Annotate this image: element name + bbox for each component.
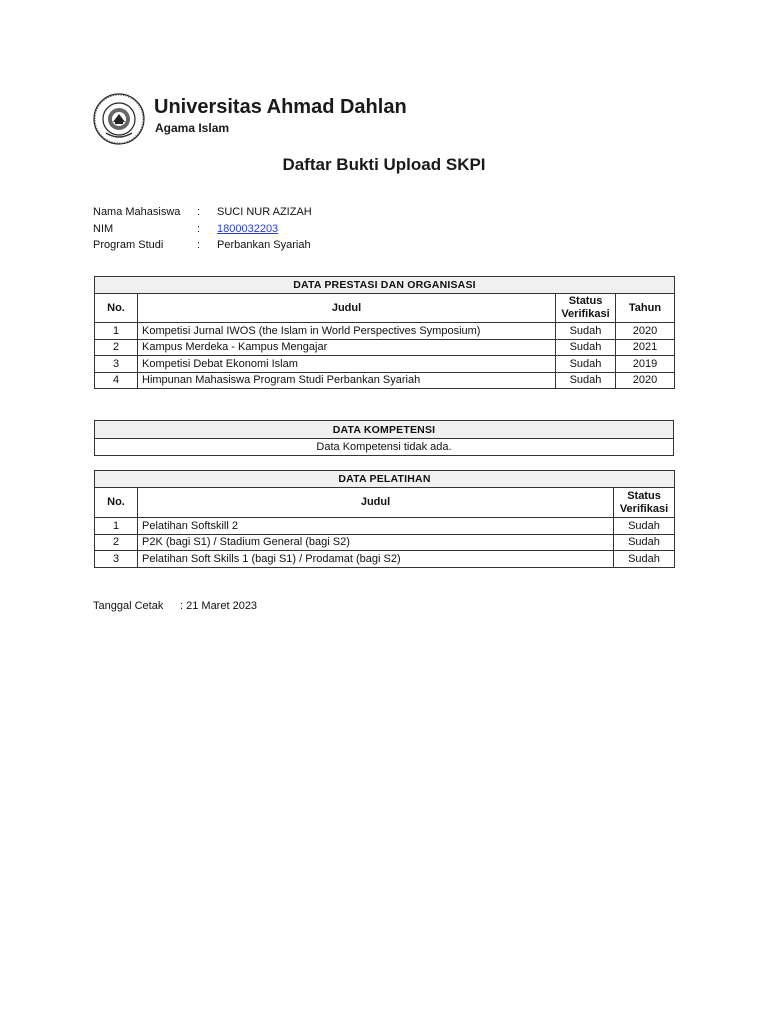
faculty-name: Agama Islam <box>155 121 230 135</box>
pelatihan-title: DATA PELATIHAN <box>95 471 675 488</box>
prestasi-table <box>94 276 675 389</box>
row-status: Sudah <box>556 323 616 340</box>
prestasi-section-header <box>95 277 675 294</box>
row-no: 3 <box>95 551 138 568</box>
student-nim-link[interactable]: 1800032203 <box>217 222 279 235</box>
kompetensi-section-header <box>95 421 674 439</box>
study-program-value: Perbankan Syariah <box>217 239 311 252</box>
print-date-value: : 21 Maret 2023 <box>180 600 258 612</box>
separator: : <box>197 239 201 252</box>
kompetensi-empty-row <box>95 439 674 456</box>
prestasi-column-headers <box>95 294 675 323</box>
col-judul: Judul <box>138 294 556 323</box>
row-no: 1 <box>95 323 138 340</box>
row-tahun: 2019 <box>616 356 675 373</box>
kompetensi-title: DATA KOMPETENSI <box>95 421 674 439</box>
student-name-value: SUCI NUR AZIZAH <box>217 206 312 219</box>
row-no: 3 <box>95 356 138 373</box>
row-judul: Kompetisi Jurnal IWOS (the Islam in World Perspectives Symposium) <box>138 323 556 340</box>
row-tahun: 2020 <box>616 323 675 340</box>
table-row <box>95 372 675 389</box>
student-nim-label: NIM <box>93 222 114 235</box>
document-title: Daftar Bukti Upload SKPI <box>282 155 486 174</box>
separator: : <box>197 206 201 219</box>
student-name-label: Nama Mahasiswa <box>93 206 181 219</box>
university-name: Universitas Ahmad Dahlan <box>154 96 407 118</box>
row-judul: Pelatihan Softskill 2 <box>138 518 614 535</box>
kompetensi-empty-message: Data Kompetensi tidak ada. <box>95 439 674 456</box>
col-no: No. <box>95 488 138 518</box>
row-judul: Kampus Merdeka - Kampus Mengajar <box>138 339 556 356</box>
separator: : <box>197 222 201 235</box>
row-status: Sudah <box>614 534 675 551</box>
row-judul: P2K (bagi S1) / Stadium General (bagi S2) <box>138 534 614 551</box>
prestasi-title: DATA PRESTASI DAN ORGANISASI <box>95 277 675 294</box>
student-info <box>93 204 312 254</box>
row-judul: Himpunan Mahasiswa Program Studi Perbankan Syariah <box>138 372 556 389</box>
university-logo <box>93 93 145 145</box>
col-status-line2: Verifikasi <box>561 308 610 320</box>
col-no: No. <box>95 294 138 323</box>
row-no: 4 <box>95 372 138 389</box>
row-no: 2 <box>95 339 138 356</box>
pelatihan-section-header <box>95 471 675 488</box>
table-row <box>95 518 675 535</box>
row-status: Sudah <box>556 356 616 373</box>
row-status: Sudah <box>556 339 616 356</box>
student-name-row <box>93 204 312 221</box>
row-judul: Kompetisi Debat Ekonomi Islam <box>138 356 556 373</box>
col-status-line2: Verifikasi <box>619 502 669 515</box>
col-tahun: Tahun <box>616 294 675 323</box>
table-row <box>95 551 675 568</box>
row-tahun: 2020 <box>616 372 675 389</box>
print-date-label: Tanggal Cetak <box>93 600 164 612</box>
col-status <box>556 294 616 323</box>
table-row <box>95 356 675 373</box>
print-date <box>93 600 257 612</box>
row-tahun: 2021 <box>616 339 675 356</box>
table-row <box>95 534 675 551</box>
col-status <box>614 488 675 518</box>
row-status: Sudah <box>614 551 675 568</box>
row-status: Sudah <box>614 518 675 535</box>
row-no: 1 <box>95 518 138 535</box>
row-status: Sudah <box>556 372 616 389</box>
study-program-label: Program Studi <box>93 239 164 252</box>
pelatihan-table <box>94 470 675 568</box>
kompetensi-table <box>94 420 674 456</box>
col-judul: Judul <box>138 488 614 518</box>
student-nim-row <box>93 221 312 238</box>
pelatihan-column-headers <box>95 488 675 518</box>
table-row <box>95 339 675 356</box>
row-judul: Pelatihan Soft Skills 1 (bagi S1) / Prodamat (bagi S2) <box>138 551 614 568</box>
col-status-line1: Status <box>627 489 661 502</box>
row-no: 2 <box>95 534 138 551</box>
study-program-row <box>93 237 312 254</box>
col-status-line1: Status <box>568 295 603 307</box>
table-row <box>95 323 675 340</box>
